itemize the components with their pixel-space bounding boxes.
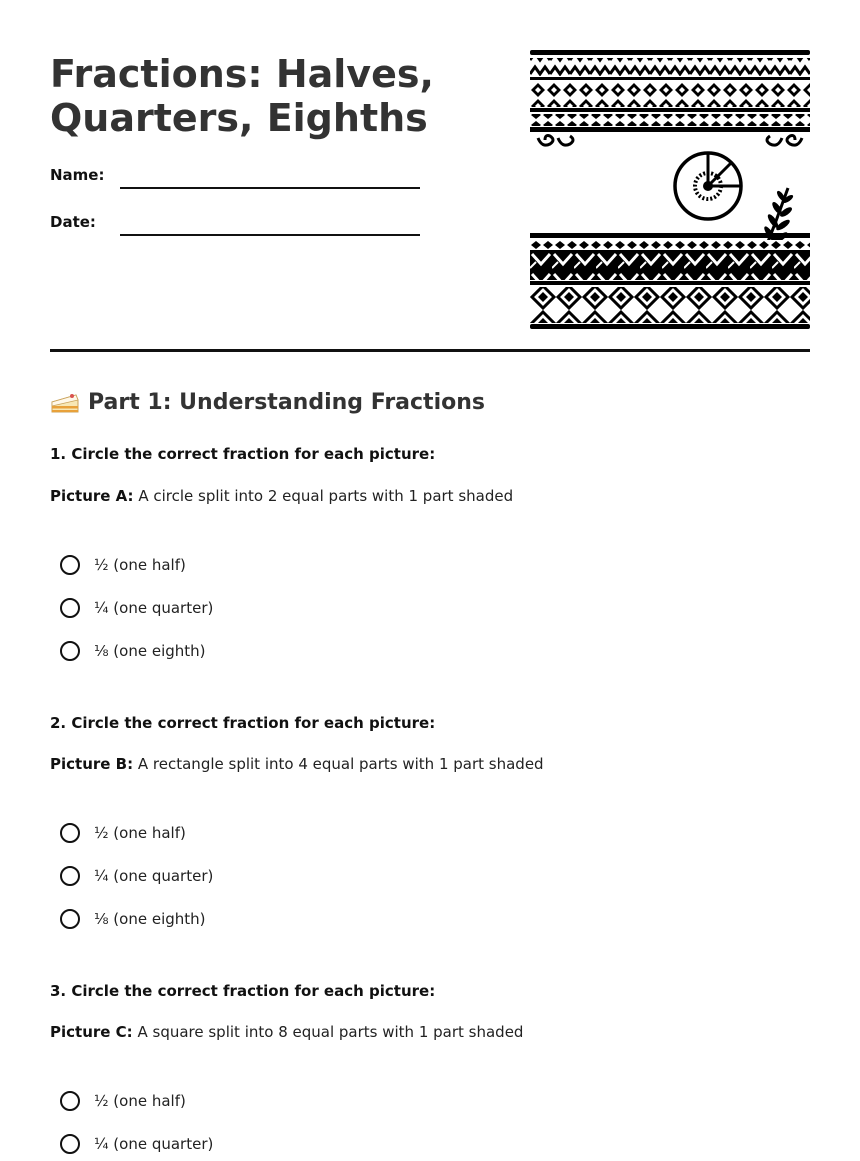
option-label: ½ (one half) <box>94 824 186 842</box>
question-1-picture <box>50 487 513 505</box>
question-2-picture <box>50 755 544 773</box>
worksheet-title: Fractions: Halves, Quarters, Eighths <box>50 52 434 140</box>
question-3-option-quarter[interactable] <box>60 1134 213 1154</box>
name-label: Name: <box>50 166 105 184</box>
option-label: ⅛ (one eighth) <box>94 642 206 660</box>
picture-description: A square split into 8 equal parts with 1 part shaded <box>137 1023 524 1041</box>
question-1-option-eighth[interactable] <box>60 641 206 661</box>
option-label: ½ (one half) <box>94 556 186 574</box>
option-label: ¼ (one quarter) <box>94 867 214 885</box>
decorative-pattern-illustration <box>530 50 810 330</box>
radio-circle-icon[interactable] <box>60 866 80 886</box>
option-label: ¼ (one quarter) <box>94 599 214 617</box>
date-field[interactable] <box>120 234 420 236</box>
picture-label: Picture B: <box>50 755 134 773</box>
question-2-heading: 2. Circle the correct fraction for each picture: <box>50 714 436 732</box>
date-label: Date: <box>50 213 96 231</box>
radio-circle-icon[interactable] <box>60 598 80 618</box>
picture-label: Picture C: <box>50 1023 133 1041</box>
question-1-option-half[interactable] <box>60 555 186 575</box>
radio-circle-icon[interactable] <box>60 1091 80 1111</box>
question-2-option-quarter[interactable] <box>60 866 213 886</box>
option-label: ½ (one half) <box>94 1092 186 1110</box>
name-field[interactable] <box>120 187 420 189</box>
question-3-option-half[interactable] <box>60 1091 186 1111</box>
radio-circle-icon[interactable] <box>60 909 80 929</box>
picture-description: A rectangle split into 4 equal parts with 1 part shaded <box>137 755 544 773</box>
option-label: ⅛ (one eighth) <box>94 910 206 928</box>
header-divider <box>50 349 810 352</box>
cake-icon <box>50 388 80 416</box>
question-2-option-eighth[interactable] <box>60 909 206 929</box>
question-1-option-quarter[interactable] <box>60 598 213 618</box>
radio-circle-icon[interactable] <box>60 641 80 661</box>
part1-title-text: Part 1: Understanding Fractions <box>88 389 485 415</box>
radio-circle-icon[interactable] <box>60 555 80 575</box>
picture-description: A circle split into 2 equal parts with 1 part shaded <box>138 487 514 505</box>
picture-label: Picture A: <box>50 487 134 505</box>
option-label: ¼ (one quarter) <box>94 1135 214 1153</box>
question-2-option-half[interactable] <box>60 823 186 843</box>
radio-circle-icon[interactable] <box>60 823 80 843</box>
part1-title <box>50 388 485 416</box>
question-1-heading: 1. Circle the correct fraction for each picture: <box>50 445 436 463</box>
question-3-heading: 3. Circle the correct fraction for each picture: <box>50 982 436 1000</box>
radio-circle-icon[interactable] <box>60 1134 80 1154</box>
question-3-picture <box>50 1023 523 1041</box>
